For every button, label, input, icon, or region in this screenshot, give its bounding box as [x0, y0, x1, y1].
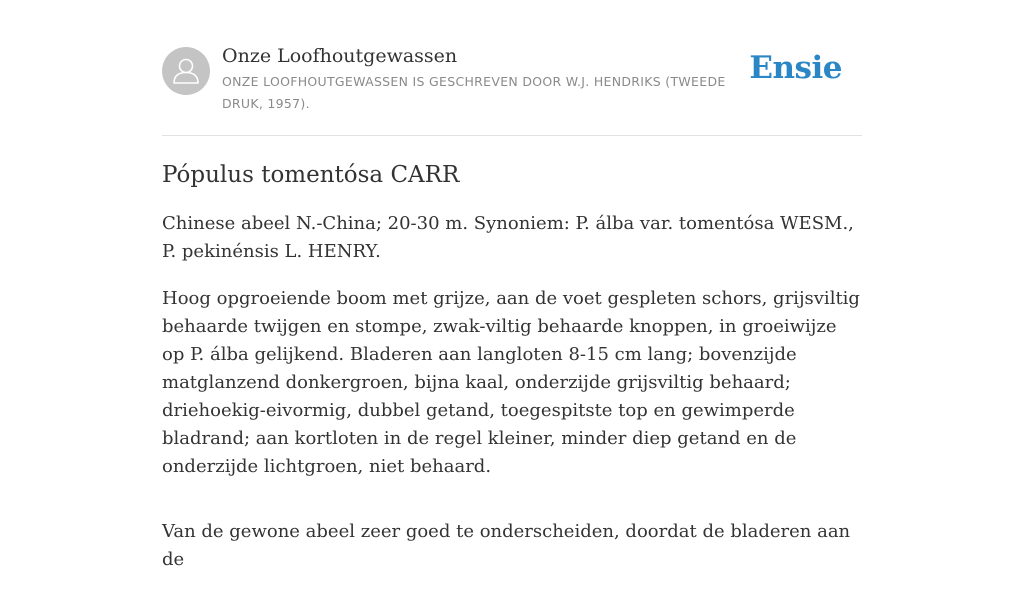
entry-content	[162, 158, 862, 593]
book-title[interactable]: Onze Loofhoutgewassen	[222, 45, 458, 67]
entry-paragraph-synonyms: Chinese abeel N.-China; 20-30 m. Synoniem: P. álba var. tomentósa WESM., P. pekinénsis L. HENRY.	[162, 213, 854, 262]
book-subtitle: ONZE LOOFHOUTGEWASSEN IS GESCHREVEN DOOR W.J. HENDRIKS (TWEEDE DRUK, 1957).	[222, 74, 726, 111]
user-avatar-icon	[162, 47, 210, 95]
entry-paragraph-description: Hoog opgroeiende boom met grijze, aan de voet gespleten schors, grijsviltig behaarde twijgen en stompe, zwak-viltig behaarde knoppen, in groeiwijze op P. álba gelijkend. Bladeren aan langloten 8-15 cm lang; bovenzijde matglanzend donkergroen, bijna kaal, onderzijde grijsviltig behaard; driehoekig-eivormig, dubbel getand, toegespitste top en gewimperde bladrand; aan kortloten in de regel kleiner, minder diep getand en de onderzijde lichtgroen, niet behaard.	[162, 288, 860, 477]
book-header	[162, 44, 862, 136]
ensie-logo[interactable]: Ensie	[749, 50, 842, 86]
entry-paragraph-distinction: Van de gewone abeel zeer goed te onderscheiden, doordat de bladeren aan de	[162, 521, 851, 570]
person-outline-icon	[162, 47, 210, 95]
entry-title: Pópulus tomentósa CARR	[162, 162, 460, 188]
